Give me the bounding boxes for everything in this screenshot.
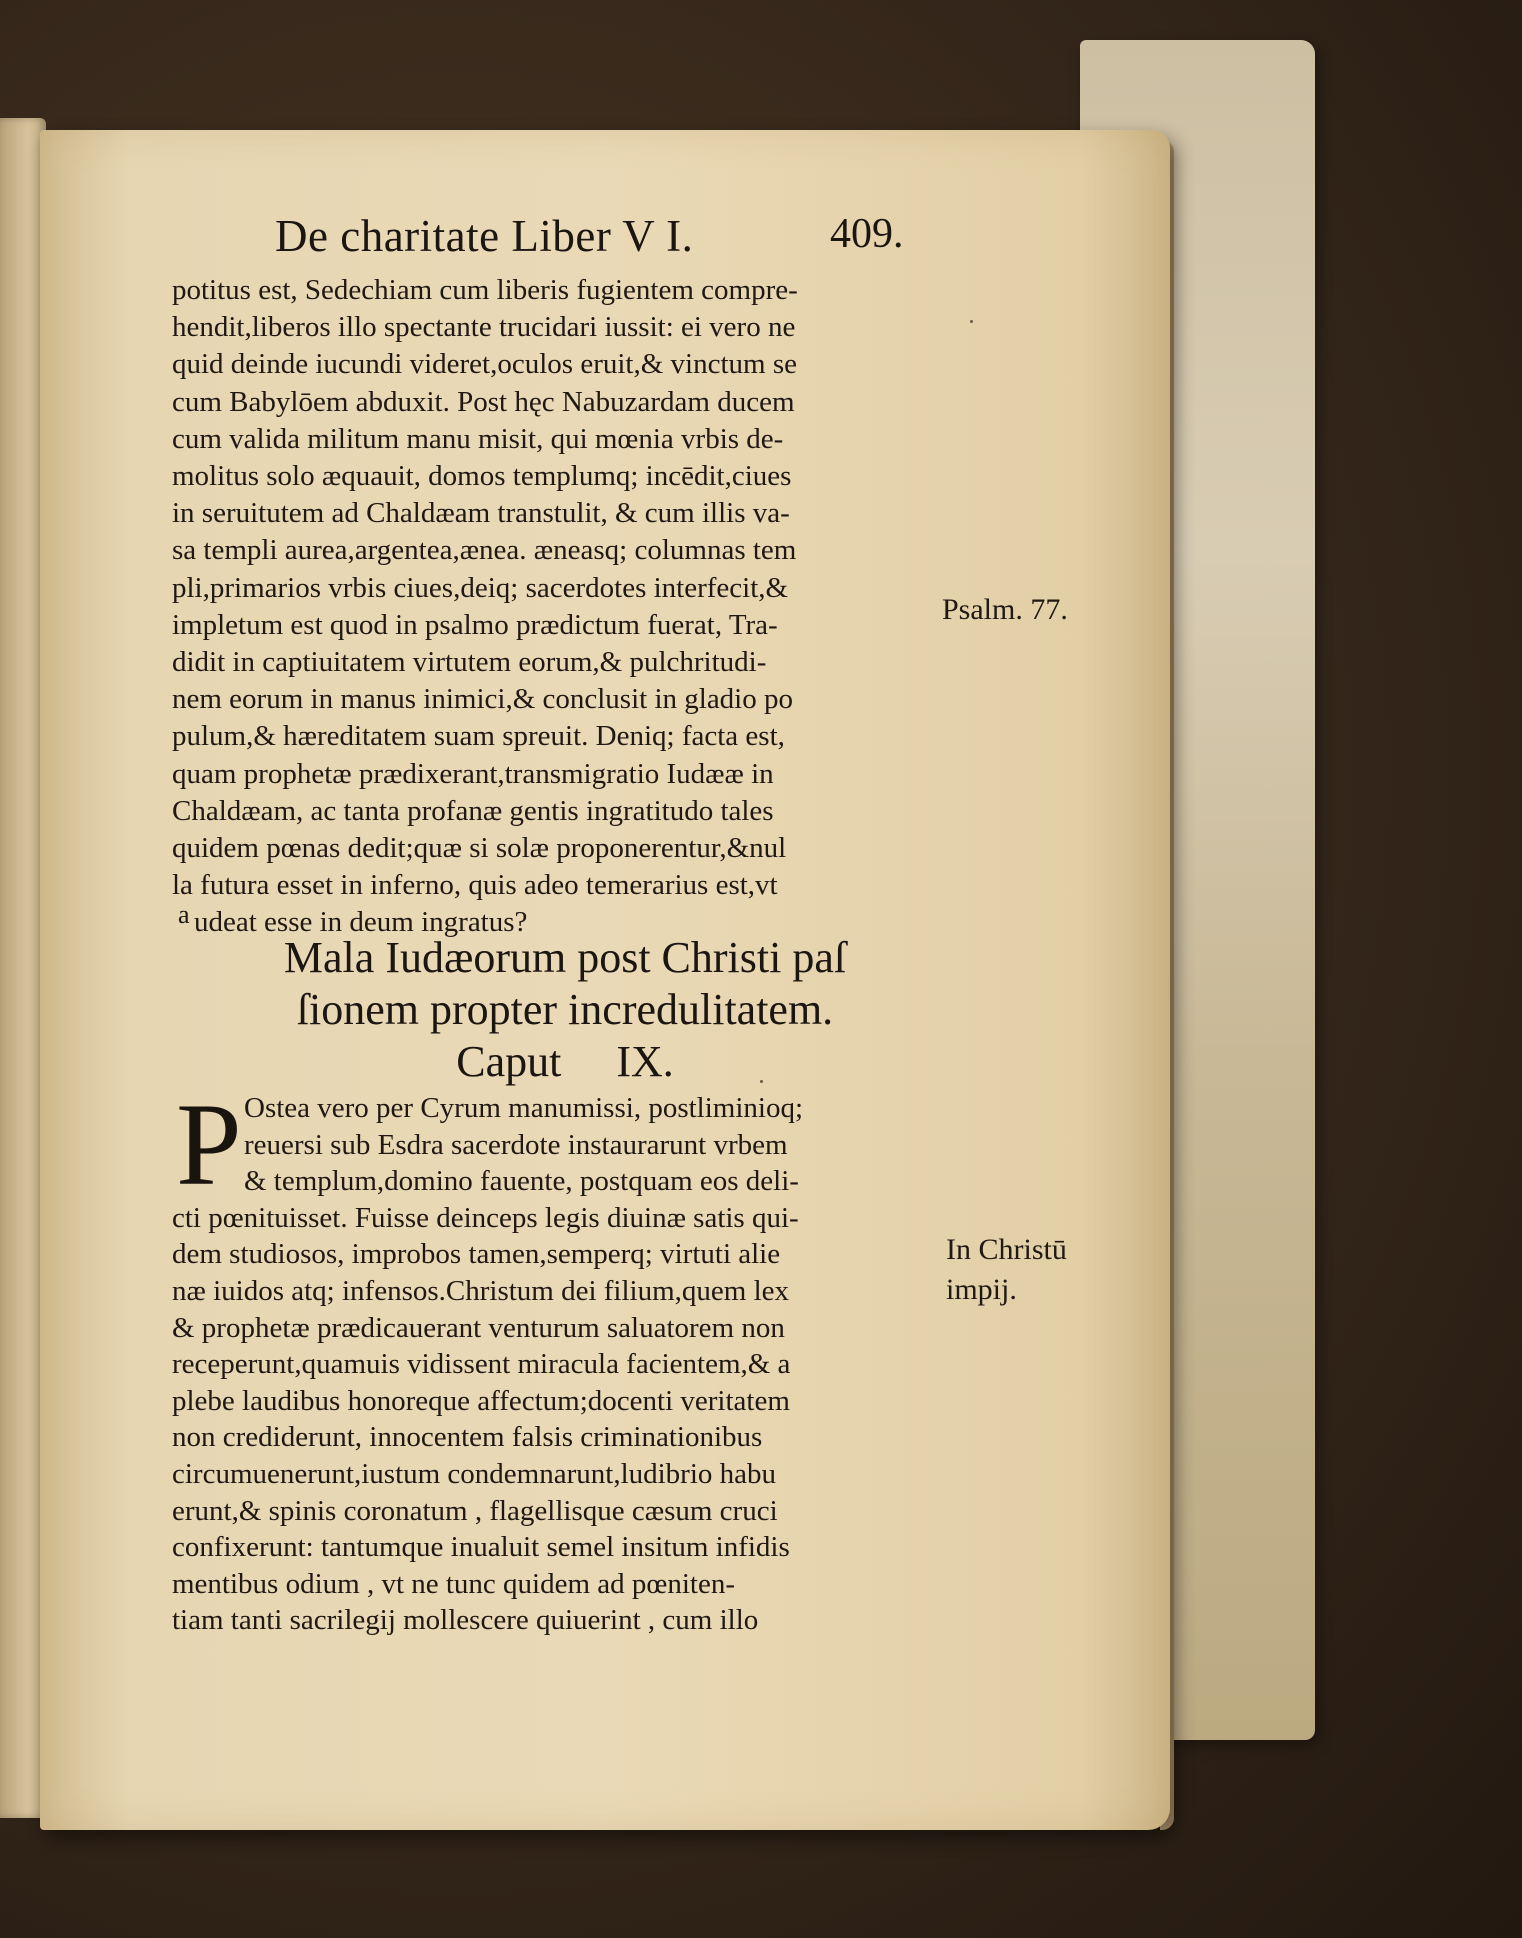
text-line: cti pœnituisset. Fuisse deinceps legis diuinæ satis qui-	[172, 1201, 799, 1234]
text-line: circumuenerunt,iustum condemnarunt,ludibrio habu	[172, 1457, 777, 1490]
text-line: dem studiosos, improbos tamen,semperq; virtuti alie	[172, 1238, 781, 1271]
text-line: potitus est, Sedechiam cum liberis fugientem compre-	[172, 274, 798, 306]
text-line: & prophetæ prædicauerant venturum saluatorem non	[172, 1311, 785, 1344]
text-line: cum valida militum manu misit, qui mœnia vrbis de-	[172, 422, 784, 455]
margin-note-christ	[946, 1230, 1067, 1310]
text-line: & templum,domino fauente, postquam eos deli-	[244, 1165, 799, 1198]
text-line: udeat esse in deum ingratus?	[194, 906, 528, 939]
margin-note-psalm: Psalm. 77.	[942, 593, 1068, 626]
text-line: plebe laudibus honoreque affectum;docenti veritatem	[172, 1384, 790, 1417]
chapter-number: Caput IX.	[456, 1037, 674, 1086]
text-line: non crediderunt, innocentem falsis criminationibus	[172, 1421, 763, 1454]
text-line: impletum est quod in psalmo prædictum fuerat, Tra-	[172, 608, 778, 641]
text-line: molitus solo æquauit, domos templumq; incēdit,ciues	[172, 460, 792, 493]
text-line: nem eorum in manus inimici,& conclusit in gladio po	[172, 683, 793, 716]
text-line: la futura esset in inferno, quis adeo temerarius est,vt	[172, 869, 778, 902]
heading-line: Mala Iudæorum post Christi paſ	[283, 933, 847, 982]
text-line: reuersi sub Esdra sacerdote instaurarunt vrbem	[244, 1128, 788, 1161]
chapter-heading	[200, 932, 930, 1088]
text-line: quid deinde iucundi videret,oculos eruit,& vinctum se	[172, 348, 797, 381]
text-line: mentibus odium , vt ne tunc quidem ad pœniten-	[172, 1567, 735, 1600]
margin-note-line: In Christū	[946, 1233, 1067, 1266]
text-line: quidem pœnas dedit;quæ si solæ proponerentur,&nul	[172, 832, 787, 865]
heading-line: ſionem propter incredulitatem.	[296, 985, 834, 1034]
text-line: hendit,liberos illo spectante trucidari iussit: ei vero ne	[172, 311, 796, 344]
passage-2	[172, 1079, 942, 1639]
margin-note-line: impij.	[946, 1273, 1017, 1306]
text-line: in seruitutem ad Chaldæam transtulit, & cum illis va-	[172, 497, 790, 530]
text-line: cum Babylōem abduxit. Post hęc Nabuzardam ducem	[172, 385, 795, 418]
page-speck	[970, 320, 973, 323]
passage-1	[172, 272, 942, 942]
text-line: erunt,& spinis coronatum , flagellisque cæsum cruci	[172, 1494, 778, 1527]
text-line: didit in captiuitatem virtutem eorum,& pulchritudi-	[172, 646, 767, 679]
text-line: Ostea vero per Cyrum manumissi, postliminioq;	[244, 1092, 804, 1124]
text-line: quam prophetæ prædixerant,transmigratio Iudææ in	[172, 757, 774, 790]
text-line: næ iuidos atq; infensos.Christum dei filium,quem lex	[172, 1274, 790, 1307]
text-line: tiam tanti sacrilegij mollescere quiuerint , cum illo	[172, 1604, 759, 1637]
drop-cap: P	[176, 1079, 242, 1210]
text-line: confixerunt: tantumque inualuit semel insitum infidis	[172, 1531, 790, 1564]
page-number: 409.	[830, 211, 904, 257]
signature-mark: a	[178, 900, 190, 929]
text-line: receperunt,quamuis vidissent miracula facientem,& a	[172, 1348, 791, 1381]
text-line: Chaldæam, ac tanta profanæ gentis ingratitudo tales	[172, 794, 774, 827]
running-title: De charitate Liber V I.	[275, 211, 694, 261]
text-line: pulum,& hæreditatem suam spreuit. Deniq; facta est,	[172, 720, 785, 753]
text-line: sa templi aurea,argentea,ænea. æneasq; columnas tem	[172, 534, 797, 567]
text-line: pli,primarios vrbis ciues,deiq; sacerdotes interfecit,&	[172, 571, 789, 604]
